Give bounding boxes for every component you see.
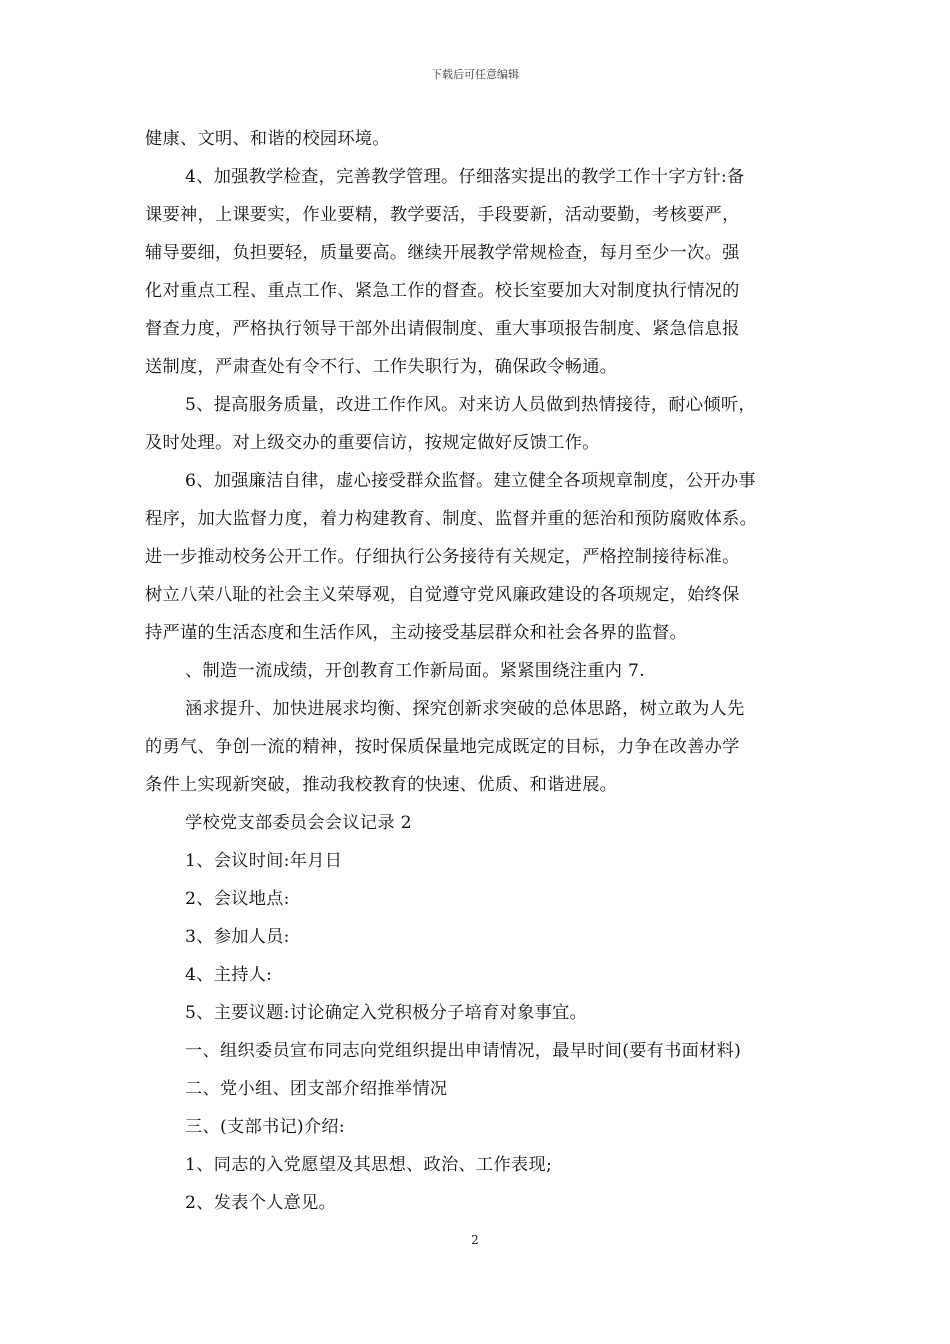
text-line: 树立八荣八耻的社会主义荣辱观，自觉遵守党风廉政建设的各项规定，始终保	[145, 585, 740, 605]
text-line: 6、加强廉洁自律，虚心接受群众监督。建立健全各项规章制度，公开办事	[185, 471, 756, 491]
text-line: 1、同志的入党愿望及其思想、政治、工作表现;	[185, 1155, 553, 1175]
page-header: 下载后可任意编辑	[431, 68, 519, 81]
text-line: 辅导要细，负担要轻，质量要高。继续开展教学常规检查，每月至少一次。强	[145, 243, 740, 263]
text-line: 督查力度，严格执行领导干部外出请假制度、重大事项报告制度、紧急信息报	[145, 319, 740, 339]
text-line: 及时处理。对上级交办的重要信访，按规定做好反馈工作。	[145, 433, 600, 453]
text-line: 2、会议地点:	[185, 889, 290, 909]
text-line: 5、主要议题:讨论确定入党积极分子培育对象事宜。	[185, 1003, 588, 1023]
text-line: 5、提高服务质量，改进工作作风。对来访人员做到热情接待，耐心倾听，	[185, 395, 756, 415]
text-line: 条件上实现新突破，推动我校教育的快速、优质、和谐进展。	[145, 775, 618, 795]
text-line: 1、会议时间:年月日	[185, 851, 343, 871]
text-line: 程序，加大监督力度，着力构建教育、制度、监督并重的惩治和预防腐败体系。	[145, 509, 758, 529]
text-line: 三、(支部书记)介绍:	[185, 1117, 346, 1137]
text-line: 3、参加人员:	[185, 927, 290, 947]
text-line: 4、加强教学检查，完善教学管理。仔细落实提出的教学工作十字方针:备	[185, 167, 745, 187]
text-line: 持严谨的生活态度和生活作风，主动接受基层群众和社会各界的监督。	[145, 623, 688, 643]
text-line: 健康、文明、和谐的校园环境。	[145, 129, 390, 149]
text-line: 学校党支部委员会会议记录 2	[185, 813, 412, 833]
text-line: 课要神，上课要实，作业要精，教学要活，手段要新，活动要勤，考核要严，	[145, 205, 740, 225]
text-line: 、制造一流成绩，开创教育工作新局面。紧紧围绕注重内 7.	[185, 661, 645, 681]
text-line: 涵求提升、加快进展求均衡、探究创新求突破的总体思路，树立敢为人先	[185, 699, 745, 719]
text-line: 送制度，严肃查处有令不行、工作失职行为，确保政令畅通。	[145, 357, 618, 377]
document-body	[145, 120, 825, 1222]
text-line: 4、主持人:	[185, 965, 273, 985]
text-line: 进一步推动校务公开工作。仔细执行公务接待有关规定，严格控制接待标准。	[145, 547, 740, 567]
page-number: 2	[471, 1233, 479, 1247]
text-line: 化对重点工程、重点工作、紧急工作的督查。校长室要加大对制度执行情况的	[145, 281, 740, 301]
text-line: 一、组织委员宣布同志向党组织提出申请情况，最早时间(要有书面材料)	[185, 1041, 742, 1061]
text-line: 2、发表个人意见。	[185, 1193, 337, 1213]
text-line: 的勇气、争创一流的精神，按时保质保量地完成既定的目标，力争在改善办学	[145, 737, 740, 757]
text-line: 二、党小组、团支部介绍推举情况	[185, 1079, 448, 1099]
